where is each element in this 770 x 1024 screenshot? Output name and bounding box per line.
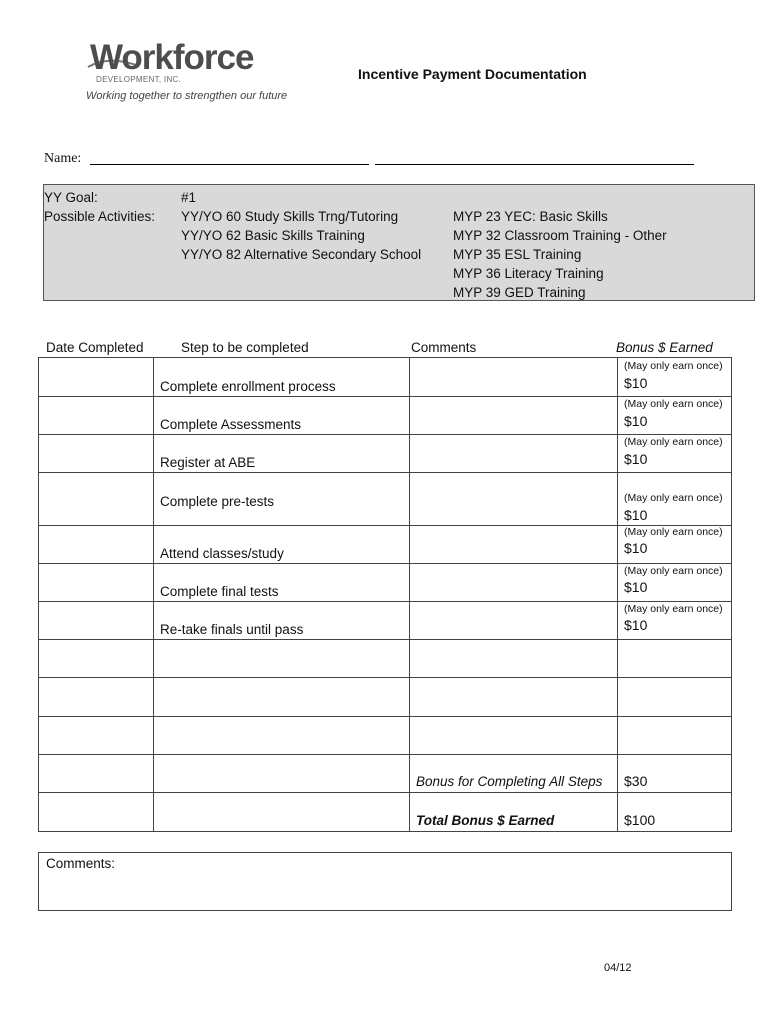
bonus-amount: $10 [624, 579, 648, 595]
date-cell[interactable] [39, 435, 154, 473]
logo-wordmark: Workforce [90, 38, 254, 77]
yy-goal-value: #1 [181, 190, 197, 205]
comments-cell[interactable] [410, 717, 618, 755]
table-row [39, 358, 732, 397]
myp-activity-5: MYP 39 GED Training [453, 285, 586, 300]
table-row [39, 397, 732, 435]
comments-cell[interactable] [410, 564, 618, 602]
bonus-amount: $10 [624, 413, 648, 429]
bonus-cell[interactable] [618, 640, 732, 678]
step-text: Complete Assessments [160, 417, 302, 432]
step-text: Complete enrollment process [160, 379, 336, 394]
step-cell [154, 435, 410, 473]
date-cell[interactable] [39, 793, 154, 832]
bonus-amount: $10 [624, 540, 648, 556]
activities-label: Possible Activities: [44, 209, 156, 224]
comments-cell[interactable] [410, 526, 618, 564]
yy-activity-3: YY/YO 82 Alternative Secondary School [181, 247, 422, 262]
comments-box[interactable] [38, 852, 732, 911]
table-row [39, 526, 732, 564]
table-row [39, 678, 732, 717]
bonus-amount: $10 [624, 451, 648, 467]
date-cell[interactable] [39, 640, 154, 678]
header-bonus-earned: Bonus $ Earned [616, 340, 713, 355]
once-note: (May only earn once) [624, 526, 723, 538]
comments-cell[interactable] [410, 602, 618, 640]
once-note: (May only earn once) [624, 436, 723, 448]
bonus-cell [618, 397, 732, 435]
date-cell[interactable] [39, 717, 154, 755]
incentive-table [38, 357, 732, 832]
step-cell[interactable] [154, 755, 410, 793]
step-cell [154, 564, 410, 602]
step-text: Register at ABE [160, 455, 256, 470]
step-cell[interactable] [154, 640, 410, 678]
step-text: Complete pre-tests [160, 494, 275, 509]
comments-cell[interactable] [410, 435, 618, 473]
step-cell[interactable] [154, 717, 410, 755]
once-note: (May only earn once) [624, 398, 723, 410]
bonus-cell [618, 358, 732, 397]
bonus-cell[interactable] [618, 678, 732, 717]
bonus-cell [618, 473, 732, 526]
step-cell [154, 526, 410, 564]
date-cell[interactable] [39, 678, 154, 717]
comments-label: Comments: [46, 856, 116, 871]
bonus-cell[interactable] [618, 717, 732, 755]
myp-activity-2: MYP 32 Classroom Training - Other [453, 228, 667, 243]
once-note: (May only earn once) [624, 603, 723, 615]
step-cell[interactable] [154, 678, 410, 717]
bonus-amount: $10 [624, 375, 648, 391]
date-cell[interactable] [39, 397, 154, 435]
comments-cell[interactable] [410, 678, 618, 717]
step-cell[interactable] [154, 793, 410, 832]
step-cell [154, 358, 410, 397]
table-row [39, 564, 732, 602]
comments-cell[interactable] [410, 473, 618, 526]
comments-cell[interactable] [410, 358, 618, 397]
logo-tagline: Working together to strengthen our future [86, 90, 288, 102]
total-bonus-label: Total Bonus $ Earned [416, 813, 555, 828]
date-cell[interactable] [39, 473, 154, 526]
bonus-cell [618, 435, 732, 473]
header-comments: Comments [411, 340, 477, 355]
once-note: (May only earn once) [624, 492, 723, 504]
all-steps-amount-cell [618, 755, 732, 793]
step-cell [154, 397, 410, 435]
step-text: Complete final tests [160, 584, 279, 599]
bonus-cell [618, 564, 732, 602]
all-steps-label-cell [410, 755, 618, 793]
date-cell[interactable] [39, 526, 154, 564]
step-cell [154, 602, 410, 640]
myp-activity-3: MYP 35 ESL Training [453, 247, 582, 262]
once-note: (May only earn once) [624, 565, 723, 577]
bonus-cell [618, 526, 732, 564]
once-note: (May only earn once) [624, 360, 723, 372]
step-text: Attend classes/study [160, 546, 284, 561]
yy-activity-1: YY/YO 60 Study Skills Trng/Tutoring [181, 209, 399, 224]
yy-activity-2: YY/YO 62 Basic Skills Training [181, 228, 365, 243]
date-cell[interactable] [39, 755, 154, 793]
table-row [39, 602, 732, 640]
comments-cell[interactable] [410, 640, 618, 678]
date-cell[interactable] [39, 358, 154, 397]
bonus-cell [618, 602, 732, 640]
header-step: Step to be completed [181, 340, 309, 355]
table-row [39, 473, 732, 526]
name-line-1[interactable] [90, 164, 369, 165]
header-date-completed: Date Completed [46, 340, 144, 355]
yy-goal-label: YY Goal: [44, 190, 98, 205]
table-row-all-steps-bonus [39, 755, 732, 793]
total-bonus-amount: $100 [624, 812, 656, 828]
table-row [39, 435, 732, 473]
goal-box [43, 184, 755, 301]
bonus-amount: $10 [624, 507, 648, 523]
date-cell[interactable] [39, 602, 154, 640]
myp-activity-1: MYP 23 YEC: Basic Skills [453, 209, 608, 224]
document-title: Incentive Payment Documentation [358, 66, 587, 82]
table-row-total [39, 793, 732, 832]
table-row [39, 640, 732, 678]
total-amount-cell [618, 793, 732, 832]
all-steps-bonus-amount: $30 [624, 773, 648, 789]
step-cell [154, 473, 410, 526]
comments-cell[interactable] [410, 397, 618, 435]
bonus-amount: $10 [624, 617, 648, 633]
total-label-cell [410, 793, 618, 832]
all-steps-bonus-label: Bonus for Completing All Steps [416, 774, 603, 789]
name-line-2[interactable] [375, 164, 694, 165]
table-row [39, 717, 732, 755]
date-cell[interactable] [39, 564, 154, 602]
myp-activity-4: MYP 36 Literacy Training [453, 266, 604, 281]
step-text: Re-take finals until pass [160, 622, 304, 637]
name-label: Name: [44, 151, 82, 166]
footer-date: 04/12 [604, 962, 632, 974]
logo-subtitle: DEVELOPMENT, INC. [96, 75, 182, 84]
